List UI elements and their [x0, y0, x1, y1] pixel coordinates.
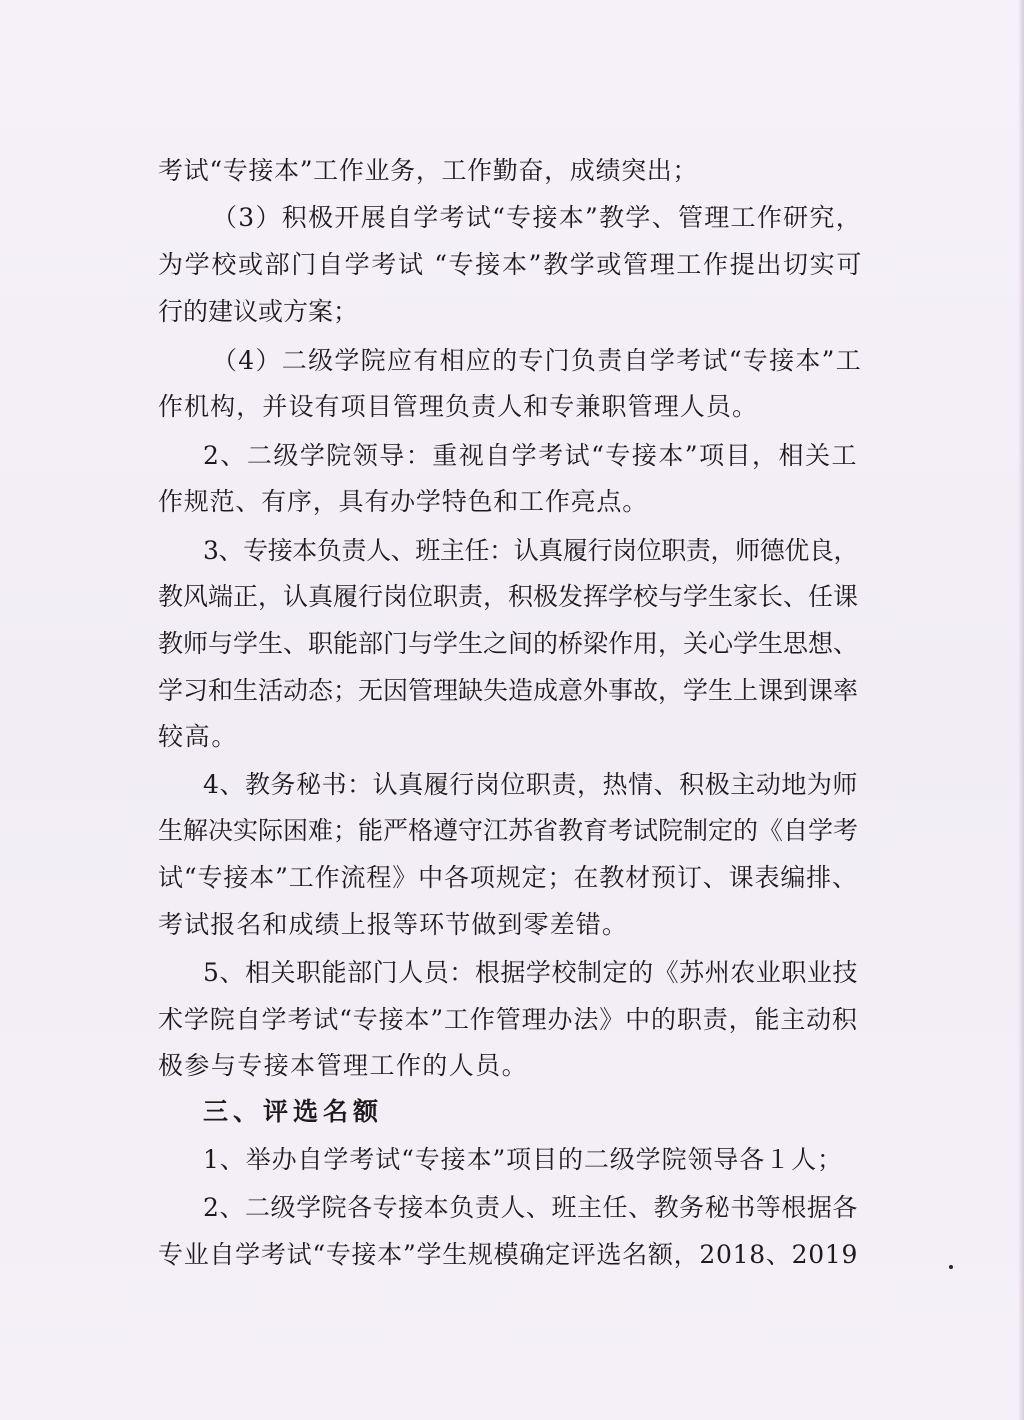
- text-line: 试“专接本”工作流程》中各项规定；在教材预订、课表编排、: [158, 863, 858, 892]
- text-line: 较高。: [158, 722, 238, 751]
- text-line: 1、举办自学考试“专接本”项目的二级学院领导各１人；: [203, 1145, 843, 1174]
- text-line: 专业自学考试“专接本”学生规模确定评选名额，2018、2019: [158, 1240, 859, 1269]
- text-line: 术学院自学考试“专接本”工作管理办法》中的职责，能主动积: [158, 1005, 858, 1034]
- text-line: 3、专接本负责人、班主任：认真履行岗位职责，师德优良，: [203, 536, 859, 565]
- section-heading: 三、评选名额: [203, 1097, 384, 1126]
- text-line: 5、相关职能部门人员：根据学校制定的《苏州农业职业技: [203, 958, 858, 987]
- text-line: 作机构，并设有项目管理负责人和专兼职管理人员。: [158, 392, 759, 421]
- text-line: （3）积极开展自学考试“专接本”教学、管理工作研究，: [212, 203, 863, 232]
- text-line: （4）二级学院应有相应的专门负责自学考试“专接本”工: [212, 346, 863, 375]
- text-line: 考试“专接本”工作业务，工作勤奋，成绩突出；: [158, 156, 699, 185]
- text-line: 4、教务秘书：认真履行岗位职责，热情、积极主动地为师: [203, 770, 858, 799]
- text-line: 生解决实际困难；能严格遵守江苏省教育考试院制定的《自学考: [158, 816, 859, 845]
- text-line: 作规范、有序，具有办学特色和工作亮点。: [158, 487, 649, 516]
- text-line: 2、二级学院领导：重视自学考试“专接本”项目，相关工: [203, 441, 858, 470]
- text-line: 教风端正，认真履行岗位职责，积极发挥学校与学生家长、任课: [158, 582, 859, 611]
- text-line: 行的建议或方案；: [158, 297, 359, 326]
- text-line: 为学校或部门自学考试 “专接本”教学或管理工作提出切实可: [158, 250, 863, 279]
- text-line: 考试报名和成绩上报等环节做到零差错。: [158, 910, 628, 939]
- scan-edge-shadow: [1018, 0, 1024, 1420]
- text-line: 教师与学生、职能部门与学生之间的桥梁作用，关心学生思想、: [158, 629, 859, 658]
- text-line: 极参与专接本管理工作的人员。: [158, 1051, 529, 1080]
- scan-speck: [949, 1265, 953, 1269]
- text-line: 2、二级学院各专接本负责人、班主任、教务秘书等根据各: [203, 1193, 858, 1222]
- text-line: 学习和生活动态；无因管理缺失造成意外事故，学生上课到课率: [158, 676, 859, 705]
